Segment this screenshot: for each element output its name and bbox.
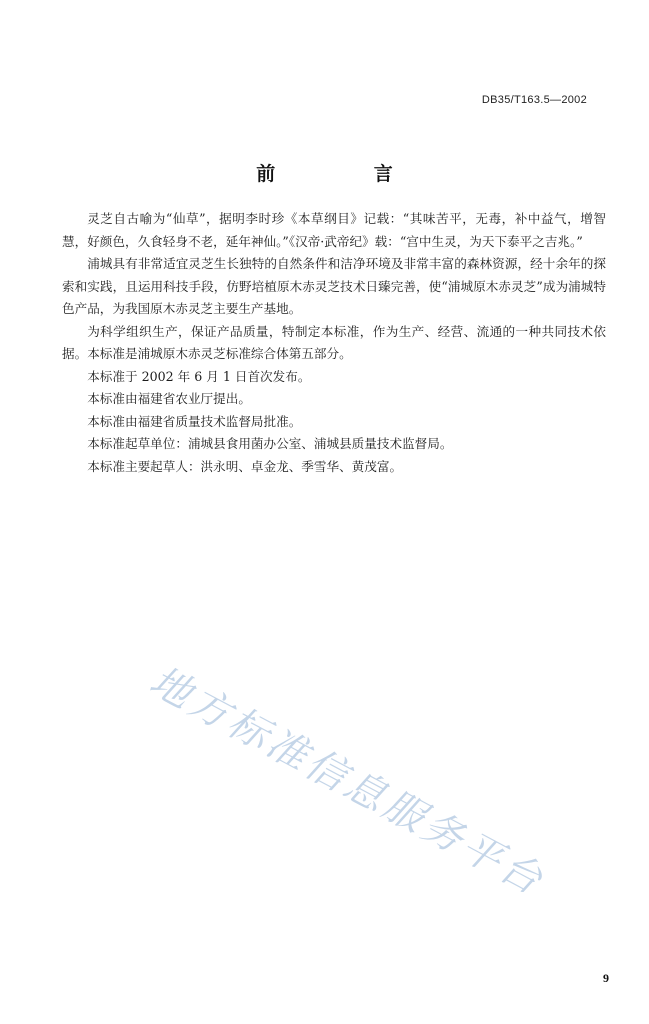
foreword-body	[62, 208, 606, 478]
watermark: 地方标准信息服务平台	[142, 657, 553, 906]
paragraph-proposer: 本标准由福建省农业厅提出。	[87, 391, 251, 406]
paragraph-publish-date: 本标准于 2002 年 6 月 1 日首次发布。	[87, 368, 311, 384]
document-code: DB35/T163.5—2002	[481, 94, 587, 106]
page-number: 9	[603, 971, 609, 985]
paragraph-lingzhi-history: 灵芝自古喻为“仙草”，据明李时珍《本草纲目》记载：“其味苦平，无毒，补中益气，增智慧，好颜色，久食轻身不老，延年神仙。”《汉帝·武帝纪》载：“宫中生灵，为天下泰平之吉兆。”	[62, 211, 606, 249]
paragraph-approver: 本标准由福建省质量技术监督局批准。	[87, 413, 302, 429]
paragraph-main-drafters: 本标准主要起草人：洪永明、卓金龙、季雪华、黄茂富。	[87, 458, 403, 474]
paragraph-standard-purpose: 为科学组织生产，保证产品质量，特制定本标准，作为生产、经营、流通的一种共同技术依据。本标准是浦城原木赤灵芝标准综合体第五部分。	[62, 323, 606, 361]
paragraph-drafting-units: 本标准起草单位：浦城县食用菌办公室、浦城县质量技术监督局。	[87, 436, 453, 451]
paragraph-pucheng-conditions: 浦城具有非常适宜灵芝生长独特的自然条件和洁净环境及非常丰富的森林资源，经十余年的探索和实践，且运用科技手段，仿野培植原木赤灵芝技术日臻完善，使“浦城原木赤灵芝”成为浦城特色产品，为我国原木赤灵芝主要生产基地。	[62, 256, 606, 316]
page-title: 前 言	[256, 163, 439, 185]
